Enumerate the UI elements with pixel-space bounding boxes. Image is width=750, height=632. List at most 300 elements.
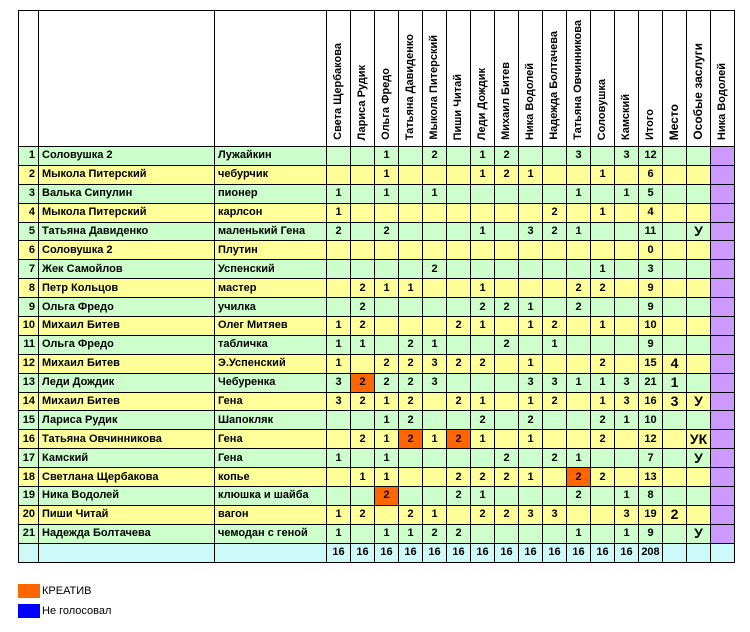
vote-cell: 2	[567, 487, 591, 506]
table-row	[19, 430, 735, 449]
column-total: 16	[615, 543, 639, 562]
footer-no-vote	[711, 543, 735, 562]
vote-cell: 1	[471, 147, 495, 166]
row-title: клюшка и шайба	[215, 487, 327, 506]
vote-cell	[327, 430, 351, 449]
vote-cell	[327, 147, 351, 166]
vote-cell	[615, 335, 639, 354]
extra-column-name: Ника Водолей	[716, 62, 728, 140]
vote-cell	[447, 449, 471, 468]
vote-cell: 1	[567, 373, 591, 392]
row-title: пионер	[215, 184, 327, 203]
row-number: 1	[19, 147, 39, 166]
header-extra	[687, 11, 711, 147]
row-merit	[687, 260, 711, 279]
vote-cell	[471, 524, 495, 543]
row-author: Лариса Рудик	[39, 411, 215, 430]
vote-cell	[567, 430, 591, 449]
row-number: 18	[19, 468, 39, 487]
table-row	[19, 335, 735, 354]
vote-cell	[495, 279, 519, 298]
vote-cell	[375, 203, 399, 222]
vote-cell	[519, 449, 543, 468]
table-row	[19, 298, 735, 317]
row-place: 1	[663, 373, 687, 392]
vote-cell	[615, 279, 639, 298]
column-total: 16	[399, 543, 423, 562]
row-title: маленький Гена	[215, 222, 327, 241]
no-vote-swatch	[18, 604, 40, 618]
vote-cell: 2	[447, 468, 471, 487]
row-author: Мыкола Питерский	[39, 203, 215, 222]
voter-name: Света Щербакова	[332, 43, 344, 140]
vote-cell: 1	[567, 184, 591, 203]
row-title: Плутин	[215, 241, 327, 260]
vote-cell	[519, 147, 543, 166]
vote-cell	[591, 524, 615, 543]
column-total: 16	[423, 543, 447, 562]
vote-cell: 2	[495, 335, 519, 354]
row-merit	[687, 354, 711, 373]
header-voter	[423, 11, 447, 147]
row-no-vote	[711, 184, 735, 203]
row-merit: У	[687, 449, 711, 468]
vote-cell: 2	[399, 430, 423, 449]
vote-cell: 2	[351, 505, 375, 524]
voter-name: Леди Дождик	[476, 67, 488, 140]
vote-cell	[567, 354, 591, 373]
header-author	[39, 11, 215, 147]
row-total: 12	[639, 430, 663, 449]
vote-cell	[423, 298, 447, 317]
vote-cell: 3	[615, 373, 639, 392]
vote-cell: 2	[351, 373, 375, 392]
vote-cell	[351, 241, 375, 260]
legend-no-vote	[18, 601, 111, 621]
vote-cell	[543, 241, 567, 260]
vote-cell: 1	[423, 430, 447, 449]
row-place	[663, 260, 687, 279]
vote-cell	[543, 430, 567, 449]
row-author: Михаил Битев	[39, 392, 215, 411]
row-number: 7	[19, 260, 39, 279]
vote-cell	[543, 184, 567, 203]
vote-cell	[399, 222, 423, 241]
vote-cell	[495, 373, 519, 392]
row-place	[663, 430, 687, 449]
voter-name: Михаил Битев	[500, 62, 512, 140]
vote-cell: 1	[375, 392, 399, 411]
vote-cell: 2	[447, 430, 471, 449]
vote-cell	[399, 317, 423, 336]
vote-cell: 1	[519, 354, 543, 373]
vote-cell: 2	[423, 260, 447, 279]
vote-cell	[543, 298, 567, 317]
vote-cell	[351, 184, 375, 203]
table-row	[19, 373, 735, 392]
table-row	[19, 260, 735, 279]
row-total: 9	[639, 524, 663, 543]
vote-cell	[591, 298, 615, 317]
row-number: 11	[19, 335, 39, 354]
row-title: карлсон	[215, 203, 327, 222]
voter-name: Татьяна Давиденко	[404, 33, 416, 140]
vote-cell: 1	[615, 411, 639, 430]
row-place	[663, 241, 687, 260]
vote-cell	[615, 449, 639, 468]
vote-cell	[399, 298, 423, 317]
row-number: 20	[19, 505, 39, 524]
vote-cell	[351, 147, 375, 166]
vote-cell: 2	[351, 430, 375, 449]
row-total: 6	[639, 165, 663, 184]
row-merit	[687, 373, 711, 392]
vote-cell	[471, 335, 495, 354]
row-number: 17	[19, 449, 39, 468]
vote-cell: 2	[495, 449, 519, 468]
vote-cell	[447, 147, 471, 166]
row-place	[663, 147, 687, 166]
voter-name: Надежда Болтачева	[548, 31, 560, 140]
header-voter	[519, 11, 543, 147]
vote-cell	[351, 524, 375, 543]
vote-cell	[567, 241, 591, 260]
row-number: 8	[19, 279, 39, 298]
vote-cell: 1	[615, 184, 639, 203]
column-total: 16	[495, 543, 519, 562]
row-total: 8	[639, 487, 663, 506]
vote-cell: 2	[591, 411, 615, 430]
vote-cell	[399, 468, 423, 487]
table-row	[19, 449, 735, 468]
vote-cell	[567, 392, 591, 411]
column-total: 16	[447, 543, 471, 562]
vote-cell	[567, 317, 591, 336]
row-no-vote	[711, 411, 735, 430]
row-no-vote	[711, 392, 735, 411]
vote-cell: 2	[591, 354, 615, 373]
vote-cell: 1	[375, 147, 399, 166]
vote-cell: 2	[471, 298, 495, 317]
row-no-vote	[711, 373, 735, 392]
vote-cell	[447, 203, 471, 222]
row-no-vote	[711, 222, 735, 241]
vote-cell: 3	[327, 392, 351, 411]
column-total: 16	[471, 543, 495, 562]
row-merit: У	[687, 524, 711, 543]
vote-cell: 2	[471, 468, 495, 487]
row-number: 4	[19, 203, 39, 222]
vote-cell: 3	[423, 373, 447, 392]
row-total: 9	[639, 279, 663, 298]
vote-cell: 1	[519, 430, 543, 449]
row-merit	[687, 335, 711, 354]
voter-name: Соловушка	[596, 78, 608, 140]
row-total: 15	[639, 354, 663, 373]
vote-cell: 1	[471, 165, 495, 184]
vote-cell: 1	[567, 524, 591, 543]
row-number: 21	[19, 524, 39, 543]
vote-cell: 1	[375, 184, 399, 203]
vote-cell	[375, 260, 399, 279]
row-no-vote	[711, 430, 735, 449]
column-total: 16	[591, 543, 615, 562]
vote-cell: 2	[399, 373, 423, 392]
vote-cell: 2	[447, 524, 471, 543]
vote-cell	[519, 184, 543, 203]
vote-cell: 1	[423, 505, 447, 524]
row-no-vote	[711, 147, 735, 166]
row-merit	[687, 279, 711, 298]
vote-cell	[543, 468, 567, 487]
row-total: 9	[639, 298, 663, 317]
vote-cell	[447, 298, 471, 317]
header-voter	[351, 11, 375, 147]
vote-cell	[327, 468, 351, 487]
vote-cell: 2	[543, 317, 567, 336]
vote-cell: 2	[543, 222, 567, 241]
vote-cell	[447, 241, 471, 260]
vote-cell: 2	[375, 354, 399, 373]
row-number: 15	[19, 411, 39, 430]
extra-column-name: Место	[667, 103, 681, 140]
header-voter	[399, 11, 423, 147]
vote-cell	[615, 203, 639, 222]
row-number: 10	[19, 317, 39, 336]
vote-cell	[351, 260, 375, 279]
legend-creative-label: КРЕАТИВ	[42, 585, 92, 597]
vote-cell	[447, 279, 471, 298]
header-voter	[543, 11, 567, 147]
vote-cell: 2	[351, 298, 375, 317]
table-row	[19, 505, 735, 524]
vote-cell	[447, 184, 471, 203]
row-no-vote	[711, 298, 735, 317]
vote-cell	[471, 184, 495, 203]
vote-cell	[495, 524, 519, 543]
row-number: 12	[19, 354, 39, 373]
table-row	[19, 392, 735, 411]
row-total: 12	[639, 147, 663, 166]
header-voter	[327, 11, 351, 147]
vote-cell	[615, 317, 639, 336]
row-author: Жек Самойлов	[39, 260, 215, 279]
vote-cell	[447, 505, 471, 524]
vote-cell: 2	[567, 279, 591, 298]
row-merit	[687, 147, 711, 166]
row-merit	[687, 165, 711, 184]
row-number: 5	[19, 222, 39, 241]
vote-cell: 2	[351, 279, 375, 298]
vote-cell: 1	[327, 505, 351, 524]
vote-cell	[327, 279, 351, 298]
vote-cell	[447, 373, 471, 392]
row-merit	[687, 468, 711, 487]
row-merit	[687, 241, 711, 260]
vote-cell	[567, 165, 591, 184]
vote-cell	[375, 335, 399, 354]
header-voter	[591, 11, 615, 147]
vote-cell	[351, 165, 375, 184]
vote-cell: 1	[519, 165, 543, 184]
vote-cell: 1	[327, 203, 351, 222]
vote-cell	[399, 147, 423, 166]
vote-cell: 1	[471, 222, 495, 241]
row-place	[663, 411, 687, 430]
header-voter	[471, 11, 495, 147]
vote-cell	[495, 430, 519, 449]
vote-cell	[423, 468, 447, 487]
vote-cell	[375, 241, 399, 260]
vote-cell	[375, 298, 399, 317]
vote-cell	[447, 222, 471, 241]
row-merit	[687, 203, 711, 222]
vote-cell: 1	[471, 392, 495, 411]
row-author: Михаил Битев	[39, 317, 215, 336]
row-place	[663, 335, 687, 354]
row-title: чемодан с геной	[215, 524, 327, 543]
vote-cell: 1	[519, 468, 543, 487]
vote-cell	[567, 411, 591, 430]
row-place	[663, 203, 687, 222]
vote-cell	[471, 260, 495, 279]
vote-cell: 1	[615, 487, 639, 506]
row-merit: УК	[687, 430, 711, 449]
row-number: 3	[19, 184, 39, 203]
vote-cell	[327, 298, 351, 317]
footer-title	[215, 543, 327, 562]
vote-cell	[543, 147, 567, 166]
row-merit	[687, 487, 711, 506]
vote-cell	[423, 392, 447, 411]
vote-cell	[543, 260, 567, 279]
table-row	[19, 411, 735, 430]
row-place: 4	[663, 354, 687, 373]
vote-cell	[567, 505, 591, 524]
row-merit	[687, 505, 711, 524]
vote-cell	[519, 335, 543, 354]
row-total: 3	[639, 260, 663, 279]
column-total: 16	[567, 543, 591, 562]
vote-cell: 1	[375, 165, 399, 184]
row-no-vote	[711, 505, 735, 524]
row-author: Валька Сипулин	[39, 184, 215, 203]
vote-cell	[471, 449, 495, 468]
row-author: Светлана Щербакова	[39, 468, 215, 487]
vote-cell: 1	[471, 317, 495, 336]
row-number: 19	[19, 487, 39, 506]
vote-cell: 1	[327, 184, 351, 203]
row-no-vote	[711, 335, 735, 354]
vote-cell	[615, 354, 639, 373]
header-extra	[663, 11, 687, 147]
row-number: 14	[19, 392, 39, 411]
vote-cell: 2	[447, 317, 471, 336]
vote-cell: 1	[567, 222, 591, 241]
vote-cell: 2	[519, 411, 543, 430]
row-place	[663, 524, 687, 543]
vote-cell	[471, 373, 495, 392]
vote-cell: 2	[591, 468, 615, 487]
vote-cell: 2	[327, 222, 351, 241]
vote-cell: 2	[567, 298, 591, 317]
footer-num	[19, 543, 39, 562]
vote-cell	[495, 411, 519, 430]
vote-cell: 1	[351, 335, 375, 354]
row-number: 9	[19, 298, 39, 317]
vote-cell	[327, 487, 351, 506]
vote-cell	[447, 411, 471, 430]
vote-cell	[423, 203, 447, 222]
vote-cell: 1	[327, 335, 351, 354]
vote-cell	[399, 241, 423, 260]
vote-cell: 2	[447, 392, 471, 411]
row-title: вагон	[215, 505, 327, 524]
vote-cell	[351, 354, 375, 373]
vote-cell: 1	[375, 449, 399, 468]
vote-cell	[543, 165, 567, 184]
row-total: 16	[639, 392, 663, 411]
vote-cell	[495, 184, 519, 203]
vote-cell	[495, 317, 519, 336]
header-num	[19, 11, 39, 147]
row-author: Петр Кольцов	[39, 279, 215, 298]
header-row	[19, 11, 735, 147]
vote-cell	[543, 524, 567, 543]
vote-cell	[423, 487, 447, 506]
vote-cell: 2	[351, 392, 375, 411]
table-row	[19, 487, 735, 506]
vote-cell: 2	[399, 335, 423, 354]
row-total: 21	[639, 373, 663, 392]
vote-cell	[615, 222, 639, 241]
vote-cell	[375, 505, 399, 524]
row-no-vote	[711, 241, 735, 260]
vote-cell: 3	[519, 505, 543, 524]
vote-cell	[495, 487, 519, 506]
vote-cell: 2	[543, 449, 567, 468]
grand-total: 208	[639, 543, 663, 562]
voter-name: Мыкола Питерский	[428, 35, 440, 140]
row-author: Ольга Фредо	[39, 335, 215, 354]
column-total: 16	[327, 543, 351, 562]
vote-cell	[615, 165, 639, 184]
voter-name: Пиши Читай	[452, 73, 464, 140]
vote-cell: 1	[375, 411, 399, 430]
vote-cell	[567, 335, 591, 354]
vote-cell	[351, 487, 375, 506]
vote-cell	[543, 411, 567, 430]
vote-cell: 1	[327, 449, 351, 468]
row-place	[663, 222, 687, 241]
row-merit	[687, 411, 711, 430]
vote-cell: 1	[591, 165, 615, 184]
vote-cell: 1	[399, 524, 423, 543]
vote-cell	[351, 203, 375, 222]
row-no-vote	[711, 449, 735, 468]
row-merit	[687, 298, 711, 317]
vote-cell: 3	[567, 147, 591, 166]
vote-cell: 3	[615, 392, 639, 411]
row-merit: У	[687, 222, 711, 241]
row-place	[663, 298, 687, 317]
vote-cell: 3	[543, 505, 567, 524]
vote-cell	[423, 411, 447, 430]
row-no-vote	[711, 468, 735, 487]
voter-name: Татьяна Овчинникова	[572, 20, 584, 140]
vote-cell: 2	[423, 524, 447, 543]
row-author: Леди Дождик	[39, 373, 215, 392]
